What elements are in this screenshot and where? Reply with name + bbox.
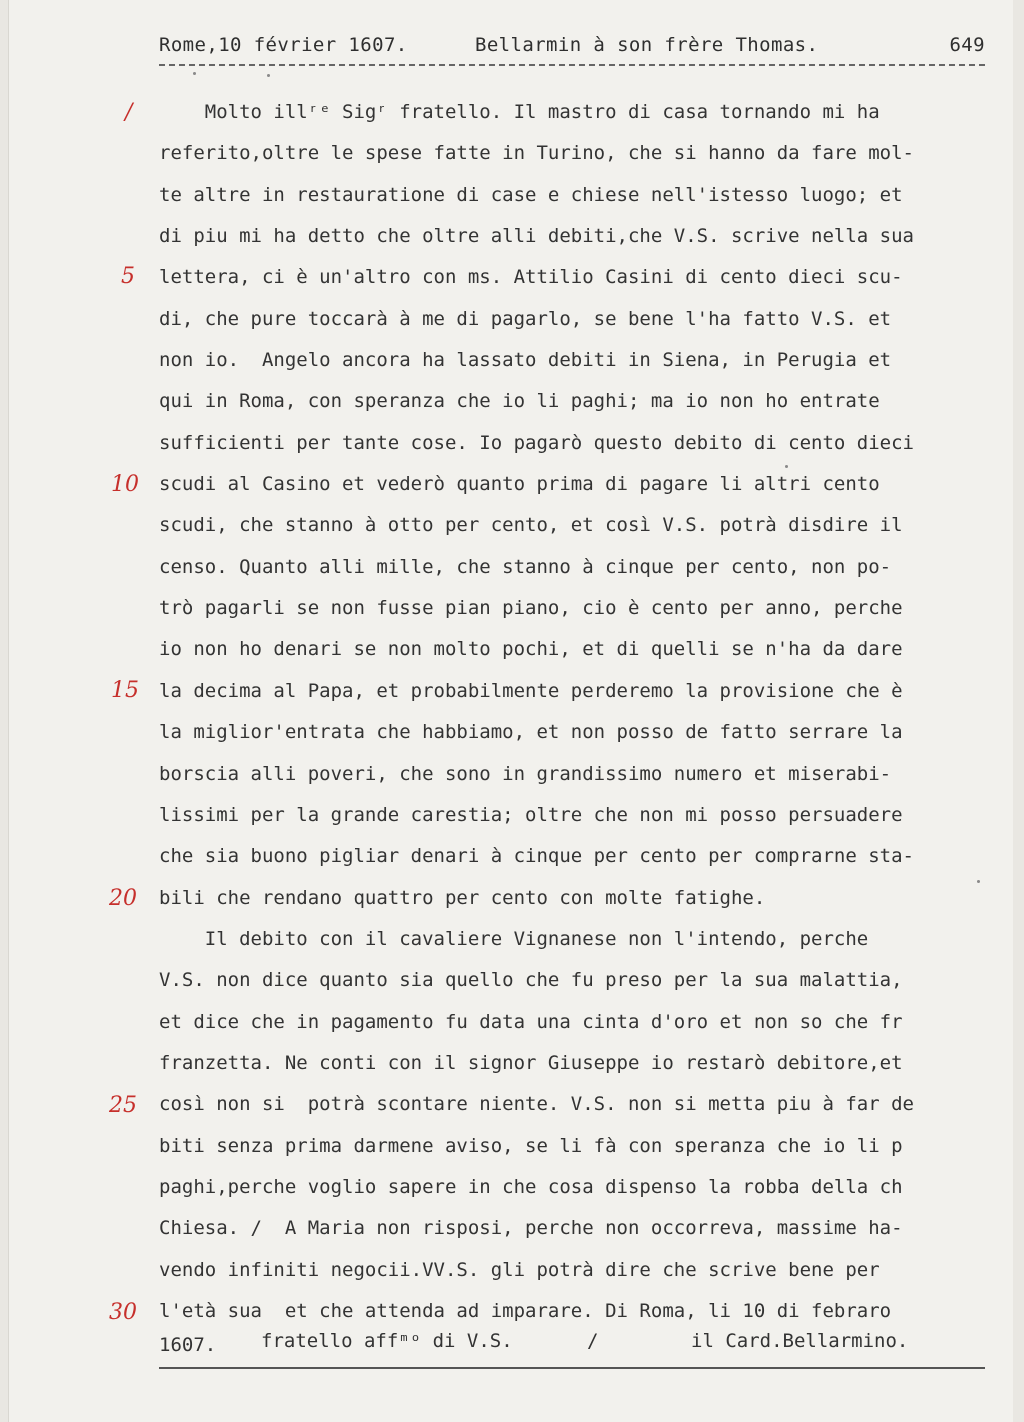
footer-rule [159,1367,985,1369]
signature: il Card.Bellarmino. [691,1330,909,1352]
text-line: Chiesa. / A Maria non risposi, perche non occorreva, massime ha- [159,1217,903,1240]
text-line: paghi,perche voglio sapere in che cosa dispenso la robba della ch [159,1175,903,1198]
margin-number: 10 [111,472,139,497]
text-line: di, che pure toccarà à me di pagarlo, se bene l'ha fatto V.S. et [159,307,892,330]
text-line: non io. Angelo ancora ha lassato debiti in Siena, in Perugia et [159,349,892,372]
text-line: bili che rendano quattro per cento con molte fatighe. [159,886,766,909]
text-line: così non si potrà scontare niente. V.S. non si metta piu à far de [159,1093,914,1116]
text-line: di piu mi ha detto che oltre alli debiti,che V.S. scrive nella sua [159,225,914,248]
text-line: biti senza prima darmene aviso, se li fà con speranza che io li p [159,1134,903,1157]
document-page [8,0,1013,1422]
text-line: scudi, che stanno à otto per cento, et così V.S. potrà disdire il [159,514,903,537]
text-line: Molto illʳᵉ Sigʳ fratello. Il mastro di casa tornando mi ha [159,101,880,123]
margin-number: 20 [109,886,137,911]
page-header [159,34,985,64]
margin-number: 30 [109,1300,137,1325]
header-title: Bellarmin à son frère Thomas. [475,34,819,56]
text-line: referito,oltre le spese fatte in Turino, che si hanno da fare mol- [159,142,914,165]
text-line: 1607. [159,1334,217,1357]
text-line: la miglior'entrata che habbiamo, et non posso de fatto serrare la [159,721,903,744]
closing-slash: / [587,1330,599,1352]
margin-number: / [125,100,133,125]
text-line: et dice che in pagamento fu data una cinta d'oro et non so che fr [159,1010,903,1033]
text-line: la decima al Papa, et probabilmente perderemo la provisione che è [159,679,903,702]
text-line: te altre in restauratione di case e chiese nell'istesso luogo; et [159,183,903,206]
paper-speck [267,74,270,77]
text-line: che sia buono pigliar denari à cinque per cento per comprarne sta- [159,845,914,868]
text-line: Il debito con il cavaliere Vignanese non l'intendo, perche [159,927,869,950]
margin-number: 25 [109,1093,137,1118]
text-line: scudi al Casino et vederò quanto prima di pagare li altri cento [159,473,880,496]
text-line: qui in Roma, con speranza che io li paghi; ma io non ho entrate [159,390,880,413]
paper-speck [193,72,196,75]
header-rule [159,64,985,66]
margin-number: 15 [111,678,139,703]
text-line: lettera, ci è un'altro con ms. Attilio Casini di cento dieci scu- [159,266,903,289]
margin-number: 5 [121,264,135,289]
text-line: trò pagarli se non fusse pian piano, cio è cento per anno, perche [159,597,903,620]
header-date: Rome,10 février 1607. [159,34,408,56]
text-line: l'età sua et che attenda ad imparare. Di Roma, li 10 di febraro [159,1299,892,1322]
text-line: V.S. non dice quanto sia quello che fu preso per la sua malattia, [159,969,903,992]
text-line: censo. Quanto alli mille, che stanno à cinque per cento, non po- [159,555,892,578]
text-line: sufficienti per tante cose. Io pagarò questo debito di cento dieci [159,431,914,454]
letter-body [159,92,999,1358]
closing-formula: fratello affᵐᵒ di V.S. [261,1330,513,1352]
text-line: vendo infiniti negocii.VV.S. gli potrà dire che scrive bene per [159,1258,880,1281]
text-line: borscia alli poveri, che sono in grandissimo numero et miserabi- [159,762,892,785]
page-number: 649 [949,34,985,56]
text-line: franzetta. Ne conti con il signor Giuseppe io restarò debitore,et [159,1051,903,1074]
text-line: lissimi per la grande carestia; oltre che non mi posso persuadere [159,803,903,826]
text-line: io non ho denari se non molto pochi, et di quelli se n'ha da dare [159,638,903,661]
margin-line-numbers [9,0,159,1422]
letter-closing [159,1330,985,1370]
